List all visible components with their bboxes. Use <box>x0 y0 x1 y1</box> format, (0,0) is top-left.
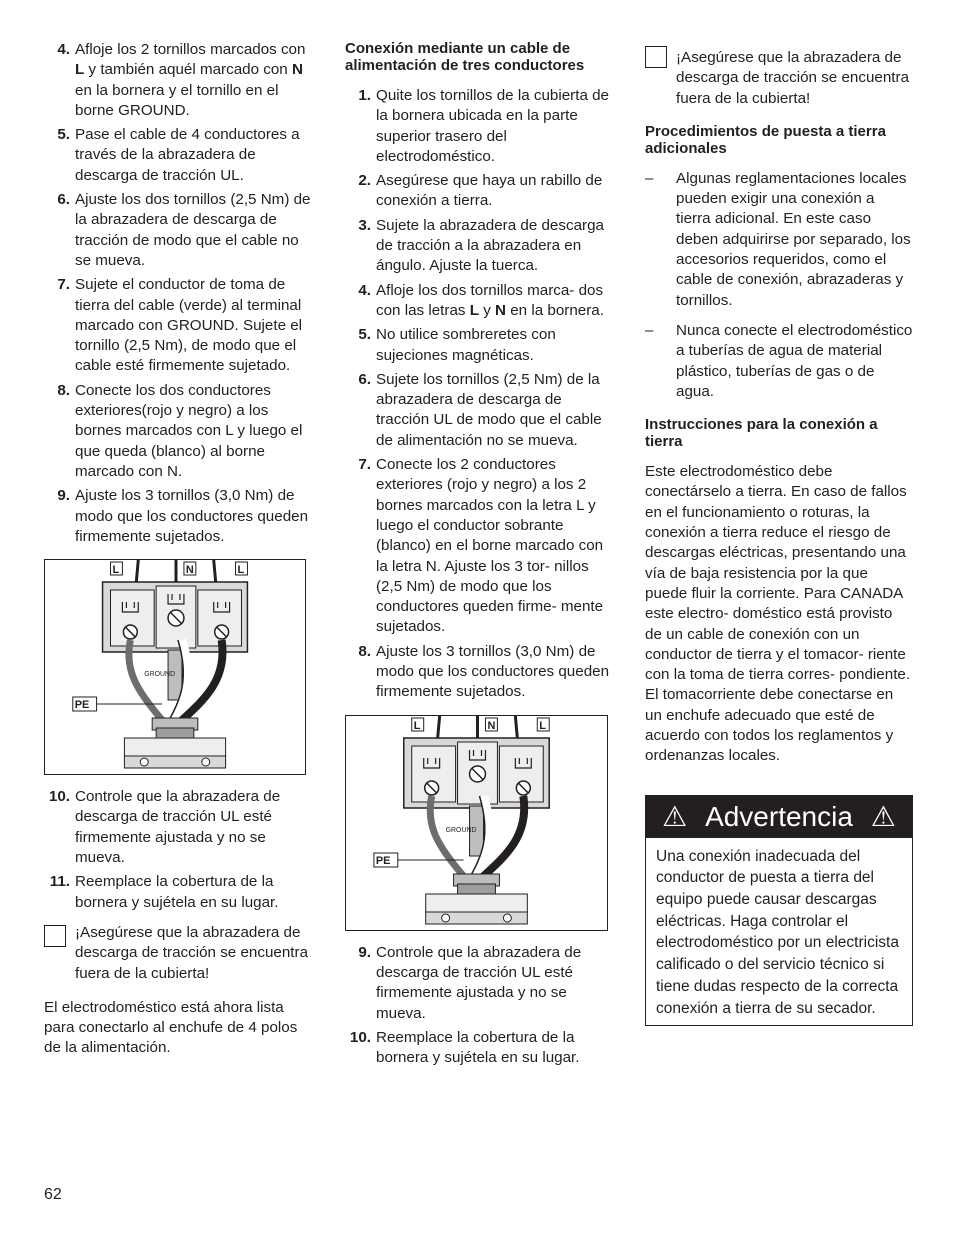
step-text: Conecte los 2 conductores exteriores (rojo y negro) a los 2 bornes marcados con la letra L y luego el conductor sobrante (blanco) en el borne marcado con la letra N. Ajuste los 3 tor- nillos (2,5 Nm) de modo que los conductores queden firme- mente sujetados. <box>376 456 604 636</box>
step-number: 10. <box>48 788 70 806</box>
step-item <box>44 275 314 376</box>
step-text: Conecte los dos conductores exteriores(rojo y negro) a los bornes marcados con L y luego el que queda (blanco) al borne marcado con N. <box>75 381 303 480</box>
step-text: Sujete los tornillos (2,5 Nm) de la abrazadera de descarga de tracción UL de modo que el cable de alimentación no se mueva. <box>376 370 602 449</box>
warning-triangle-icon: ⚠ <box>870 800 896 832</box>
step-item <box>345 86 610 167</box>
step-text: Controle que la abrazadera de descarga de tracción UL esté firmemente ajustada y no se mueva. <box>75 788 281 867</box>
column-2 <box>345 40 610 1072</box>
steps-list-4-pin-continued <box>44 787 314 913</box>
column-3 <box>645 40 913 1026</box>
step-text: Sujete el conductor de toma de tierra del cable (verde) al terminal marcado con GROUND. Sujete el tornillo (2,5 Nm), de modo que el cable esté firmemente sujetado. <box>75 276 303 375</box>
step-item <box>345 642 610 703</box>
step-number: 4. <box>57 41 70 58</box>
dash-bullet: – <box>645 321 654 339</box>
figure-label-n: N <box>487 719 496 732</box>
check-note: ¡Asegúrese que la abrazadera de descarga de tracción se encuentra fuera de la cubierta! <box>645 48 913 109</box>
checkbox-icon <box>44 925 66 947</box>
step-number: 9. <box>57 487 70 505</box>
figure-label-n: N <box>185 564 194 577</box>
figure-label-l2: L <box>237 564 245 577</box>
step-number: 7. <box>358 456 371 474</box>
figure-label-l1: L <box>112 564 120 577</box>
step-text: Ajuste los 3 tornillos (3,0 Nm) de modo que los conductores queden firmemente sujetados. <box>376 642 610 701</box>
step-item <box>44 190 314 271</box>
terminal-block-figure-3-wire <box>345 715 608 931</box>
steps-list-4-pin <box>44 40 314 547</box>
section-heading-3-wire: Conexión mediante un cable de alimentación de tres conductores <box>345 40 585 74</box>
step-number: 4. <box>358 281 371 299</box>
step-text: Pase el cable de 4 conductores a través de la abrazadera de descarga de tracción UL. <box>75 126 300 184</box>
step-text: Reemplace la cobertura de la bornera y sujétela en su lugar. <box>75 873 279 911</box>
step-text: Quite los tornillos de la cubierta de la bornera ubicada en la parte superior trasero del electrodoméstico. <box>376 87 610 165</box>
step-text: Afloje los dos tornillos marca- dos con las letras L y N en la bornera. <box>376 281 604 319</box>
dash-text: Nunca conecte el electrodoméstico a tuberías de agua de material plástico, tuberías de gas o de agua. <box>676 321 913 400</box>
step-number: 11. <box>49 873 70 891</box>
figure-label-pe: PE <box>375 854 391 867</box>
step-text: Controle que la abrazadera de descarga de tracción UL esté firmemente ajustada y no se mueva. <box>376 943 582 1022</box>
step-number: 10. <box>349 1028 371 1046</box>
column-1 <box>44 40 314 1071</box>
warning-triangle-icon: ⚠ <box>662 800 688 832</box>
step-number: 1. <box>358 87 371 104</box>
step-number: 5. <box>358 326 371 344</box>
step-number: 8. <box>57 381 70 399</box>
warning-header <box>646 796 912 838</box>
step-item <box>345 370 610 451</box>
step-text: Reemplace la cobertura de la bornera y sujétela en su lugar. <box>376 1028 580 1067</box>
step-item <box>345 325 610 366</box>
step-item <box>44 125 314 186</box>
steps-list-3-wire <box>345 86 610 703</box>
step-number: 5. <box>57 126 70 144</box>
steps-list-3-wire-continued <box>345 943 610 1069</box>
warning-box <box>645 795 913 1027</box>
step-text: Ajuste los 3 tornillos (3,0 Nm) de modo que los conductores queden firmemente sujetados. <box>75 487 309 545</box>
step-text: Asegúrese que haya un rabillo de conexión a tierra. <box>376 172 603 210</box>
figure-label-ground: GROUND <box>445 826 477 834</box>
step-item <box>345 1028 610 1069</box>
figure-label-ground: GROUND <box>144 671 176 679</box>
check-note: ¡Asegúrese que la abrazadera de descarga de tracción se encuentra fuera de la cubierta! <box>44 923 314 984</box>
step-item <box>44 787 314 868</box>
step-number: 8. <box>358 642 371 660</box>
step-item <box>345 216 610 277</box>
step-text: Ajuste los dos tornillos (2,5 Nm) de la abrazadera de descarga de tracción de modo que el cable no se mueva. <box>75 191 311 269</box>
figure-label-l1: L <box>413 719 421 732</box>
checkbox-icon <box>645 46 667 68</box>
step-text: Sujete la abrazadera de descarga de tracción a la abrazadera en ángulo. Ajuste la tuerca. <box>376 216 604 275</box>
page-number: 62 <box>44 1186 62 1203</box>
step-number: 6. <box>57 191 70 209</box>
step-number: 7. <box>57 276 70 294</box>
step-text: No utilice sombreretes con sujeciones magnéticas. <box>376 326 556 364</box>
dash-text: Algunas reglamentaciones locales pueden exigir una conexión a tierra adicional. En este caso deben adquirirse por separado, los accesorios requeridos, como el cable de conexión, abrazaderas y tornillos. <box>676 169 911 309</box>
warning-title: Advertencia <box>705 800 853 832</box>
section-heading-grounding-instructions: Instrucciones para la conexión a tierra <box>645 416 878 451</box>
step-item <box>44 40 314 121</box>
step-number: 6. <box>358 370 371 388</box>
dash-bullet: – <box>645 169 654 187</box>
step-item <box>44 381 314 482</box>
grounding-body: Este electrodoméstico debe conectárselo a tierra. En caso de fallos en el funcionamiento o roturas, la conexión a tierra reduce el riesgo de descargas eléctricas, presentando una vía de baja resistencia por la que puede fluir la corriente. Para CANADA este electro- doméstico está provisto de un cable de conexión con un conductor de tierra y el tomacor- riente con la toma de tierra corres- pondiente. El tomacorriente debe conectarse en un enchufe adecuado que esté de acuerdo con todos los reglamentos y ordenanzas locales. <box>645 463 911 765</box>
dash-item <box>645 321 913 402</box>
figure-label-l2: L <box>539 719 546 732</box>
step-item <box>345 943 610 1024</box>
step-item <box>345 171 610 212</box>
step-number: 3. <box>358 216 371 234</box>
dash-item <box>645 169 913 311</box>
closing-paragraph: El electrodoméstico está ahora lista para conectarlo al enchufe de 4 polos de la alimentación. <box>44 998 298 1057</box>
step-number: 9. <box>358 943 371 961</box>
step-item <box>44 872 314 913</box>
dash-list <box>645 169 913 402</box>
figure-label-pe: PE <box>74 699 90 712</box>
step-item <box>345 455 610 638</box>
step-item <box>44 486 314 547</box>
step-number: 2. <box>358 172 371 190</box>
step-item <box>345 281 610 322</box>
step-text: Afloje los 2 tornillos marcados con L y también aquél marcado con N en la bornera y el tornillo en el borne GROUND. <box>75 41 306 119</box>
section-heading-additional-grounding: Procedimientos de puesta a tierra adicionales <box>645 122 886 157</box>
warning-text: Una conexión inadecuada del conductor de puesta a tierra del equipo puede causar descargas eléctricas. Haga controlar el electrodoméstico por un electricista calificado o del servicio técnico si tiene dudas respecto de la correcta conexión a tierra de su secador. <box>656 847 899 1017</box>
terminal-block-figure-4-wire <box>44 559 306 775</box>
